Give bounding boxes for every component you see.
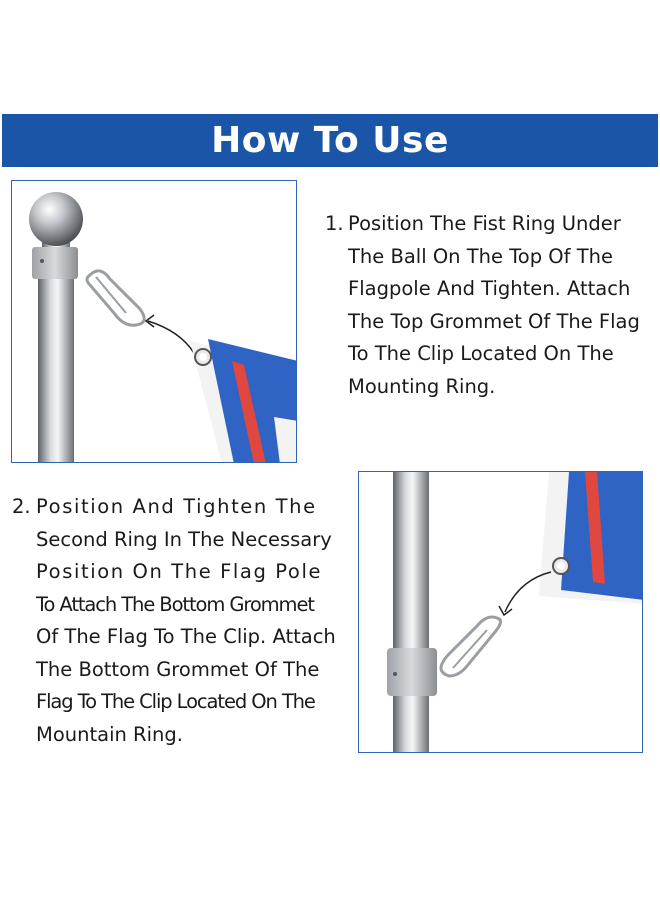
how-to-use-banner <box>2 114 658 167</box>
step-1-line: To The Clip Located On The <box>348 342 614 365</box>
step-2-line: Flag To The Clip Located On The <box>36 690 315 713</box>
flagpole-top-illustration <box>12 181 297 463</box>
carabiner-clip <box>441 617 501 676</box>
step-2-line: The Bottom Grommet Of The <box>36 657 320 681</box>
flag-bottom <box>539 472 643 604</box>
mounting-ring <box>387 648 437 696</box>
step-1-illustration <box>11 180 297 463</box>
flagpole-ring-illustration <box>359 472 643 753</box>
step-2-illustration <box>358 471 643 753</box>
carabiner-clip <box>87 271 144 325</box>
mounting-ring <box>32 247 78 279</box>
step-2-line: Position On The Flag Pole <box>36 560 323 583</box>
flag-corner <box>190 339 297 463</box>
step-2-line: Position And Tighten The <box>36 495 317 518</box>
pole <box>393 472 429 753</box>
step-1-line: The Top Grommet Of The Flag <box>348 309 640 333</box>
step-1-line: The Ball On The Top Of The <box>348 244 613 268</box>
pole <box>38 276 74 463</box>
arrow-icon <box>146 315 194 353</box>
step-2-line: Mountain Ring. <box>36 722 183 746</box>
ball-finial <box>29 192 83 246</box>
step-1-line: Mounting Ring. <box>348 374 496 398</box>
step-2-number: 2. <box>12 495 31 518</box>
step-1-number: 1. <box>325 212 344 235</box>
banner-title: How To Use <box>211 120 449 161</box>
step-2-line: Second Ring In The Necessary <box>36 527 332 551</box>
step-2-line: To Attach The Bottom Grommet <box>36 592 314 616</box>
step-1-line: Flagpole And Tighten. Attach <box>348 277 631 300</box>
step-2-line: Of The Flag To The Clip. Attach <box>36 625 336 648</box>
step-1-line: Position The Fist Ring Under <box>348 212 621 235</box>
